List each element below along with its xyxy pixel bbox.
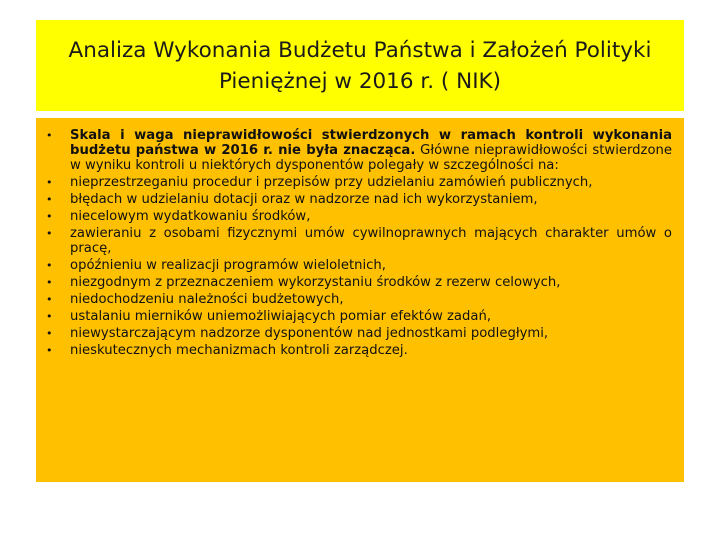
bullet-icon: • <box>46 310 53 323</box>
bullet-item-7 <box>46 275 672 290</box>
bullet-item-2 <box>46 175 672 190</box>
slide-title-line-2: Pieniężnej w 2016 r. ( NIK) <box>218 68 502 94</box>
bullet-item-9-text: ustalaniu mierników uniemożliwiających pomiar efektów zadań, <box>70 309 492 324</box>
bullet-item-11-text: nieskutecznych mechanizmach kontroli zarządczej. <box>70 343 408 358</box>
bullet-icon: • <box>46 193 53 206</box>
bullet-icon: • <box>46 227 53 240</box>
bullet-icon: • <box>46 293 53 306</box>
bullet-item-6-text: opóźnieniu w realizacji programów wieloletnich, <box>70 258 386 273</box>
slide-title-box <box>36 20 684 111</box>
bullet-item-7-text: niezgodnym z przeznaczeniem wykorzystaniu środków z rezerw celowych, <box>70 275 561 290</box>
bullet-item-9 <box>46 309 672 324</box>
bullet-icon: • <box>46 276 53 289</box>
bullet-item-8-text: niedochodzeniu należności budżetowych, <box>70 292 344 307</box>
bullet-item-1-text: Główne nieprawidłowości stwierdzone w wyniku kontroli u niektórych dysponentów polegały w szczególności na: <box>70 143 672 173</box>
bullet-list <box>46 128 672 358</box>
bullet-icon: • <box>46 210 53 223</box>
bullet-item-10 <box>46 326 672 341</box>
slide-title <box>69 35 652 97</box>
bullet-icon: • <box>46 344 53 357</box>
bullet-icon: • <box>46 176 53 189</box>
bullet-item-11 <box>46 343 672 358</box>
slide-title-line-1: Analiza Wykonania Budżetu Państwa i Założeń Polityki <box>68 37 652 63</box>
bullet-icon: • <box>46 259 53 272</box>
bullet-item-1-bold: Skala i waga nieprawidłowości stwierdzonych w ramach kontroli wykonania budżetu państwa w 2016 r. nie była znacząca. <box>70 128 672 158</box>
bullet-item-6 <box>46 258 672 273</box>
bullet-item-2-text: nieprzestrzeganiu procedur i przepisów przy udzielaniu zamówień publicznych, <box>70 175 593 190</box>
bullet-item-1 <box>46 128 672 173</box>
bullet-icon: • <box>46 327 53 340</box>
bullet-item-4 <box>46 209 672 224</box>
bullet-item-4-text: niecelowym wydatkowaniu środków, <box>70 209 311 224</box>
bullet-item-3-text: błędach w udzielaniu dotacji oraz w nadzorze nad ich wykorzystaniem, <box>70 192 538 207</box>
slide-content-box <box>36 118 684 482</box>
bullet-item-3 <box>46 192 672 207</box>
bullet-item-10-text: niewystarczającym nadzorze dysponentów nad jednostkami podległymi, <box>70 326 549 341</box>
bullet-icon: • <box>46 129 53 142</box>
bullet-item-5 <box>46 226 672 256</box>
bullet-item-8 <box>46 292 672 307</box>
bullet-item-5-text: zawieraniu z osobami fizycznymi umów cywilnoprawnych mających charakter umów o pracę, <box>70 226 672 256</box>
